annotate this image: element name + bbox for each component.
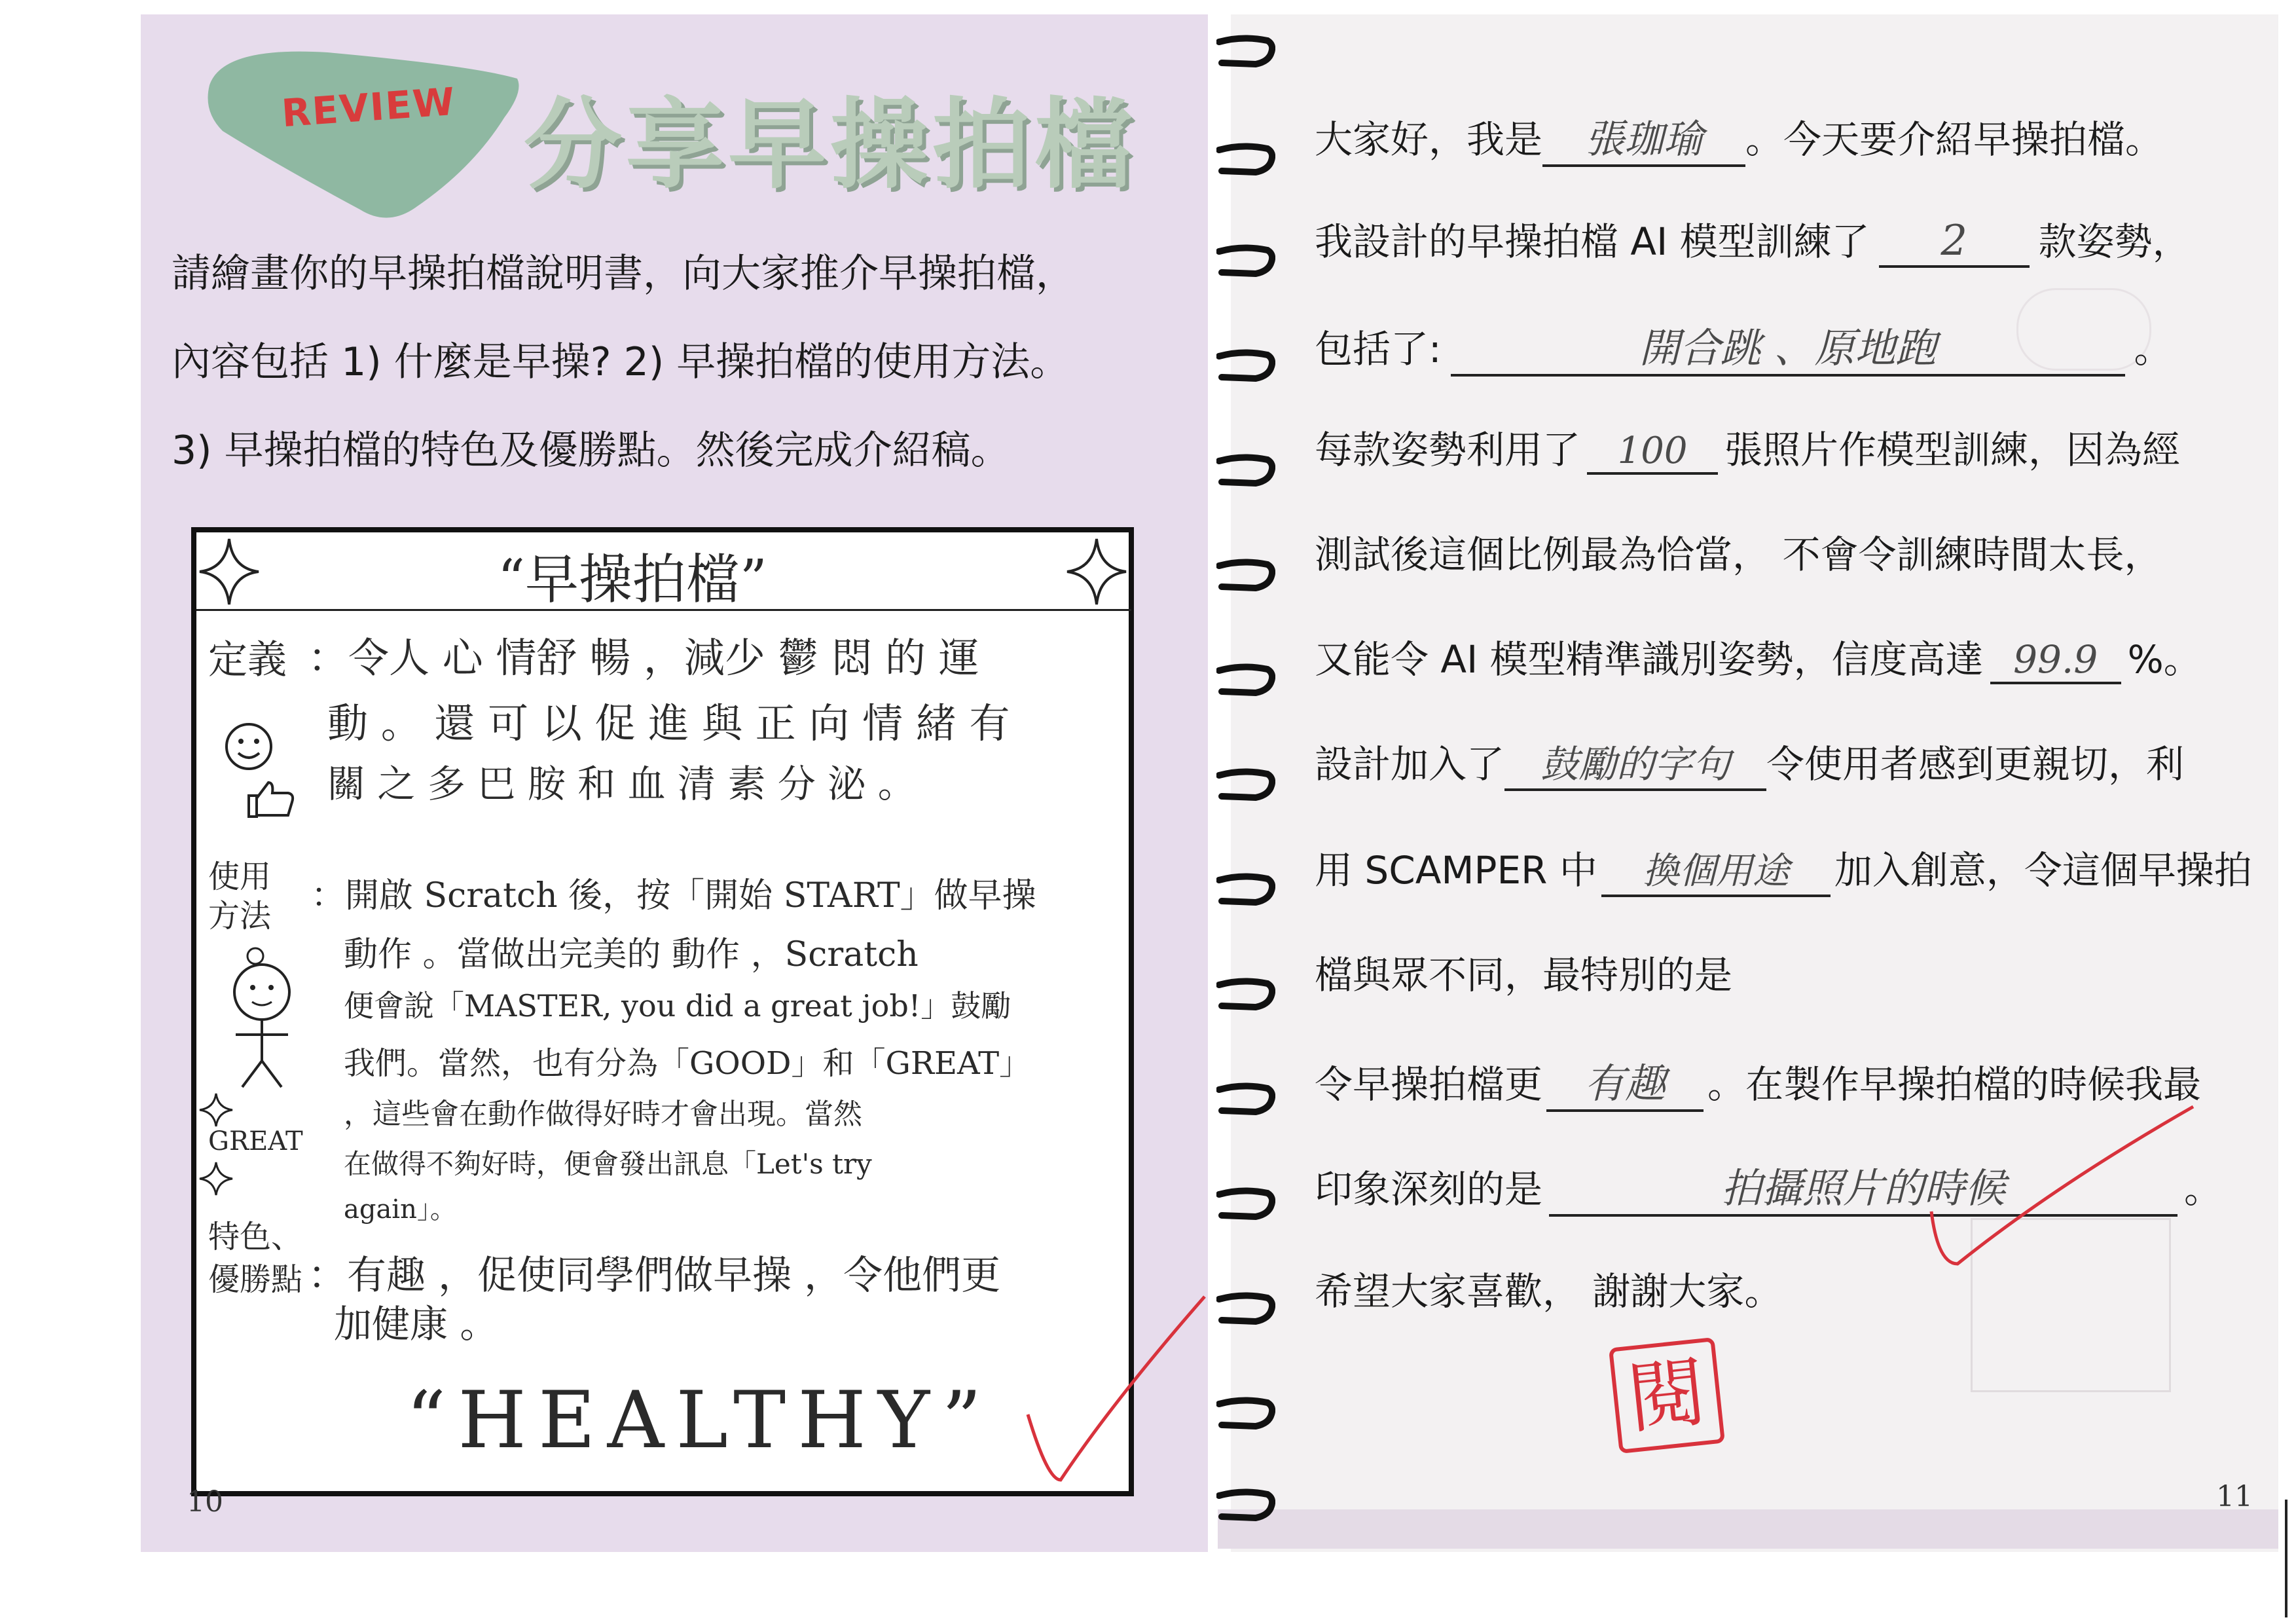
smiley-face-icon — [223, 720, 275, 773]
card-title: “早操拍檔” — [498, 549, 767, 611]
binding-ring — [1216, 1290, 1275, 1328]
feature-line-1: ：有趣 ，促使同學們做早操 ，令他們更 — [308, 1253, 1001, 1299]
usage-line-2: 動作 。當做出完美的 動作 ，Scratch — [344, 935, 919, 974]
sparkle-icon — [1064, 536, 1129, 608]
speech-line-6: 又能令 AI 模型精準識別姿勢，信度高達 99.9 %。 — [1315, 629, 2202, 684]
review-badge-shape — [196, 39, 537, 236]
teacher-check-mark — [1008, 1283, 1218, 1500]
card-footer-word: “HEALTHY” — [406, 1375, 994, 1466]
usage-line-6: 在做得不夠好時，便會發出訊息「Let's try — [344, 1148, 872, 1180]
usage-label-1: 使用 — [208, 858, 272, 895]
binding-ring — [1216, 141, 1275, 179]
pose-count-blank: 2 — [1879, 217, 2030, 268]
page-edge-line — [2285, 1500, 2287, 1617]
definition-line-2: 動 。 還 可 以 促 進 與 正 向 情 緒 有 — [327, 699, 1010, 747]
usage-line-4: 我們。當然，也有分為「GOOD」和「GREAT」 — [344, 1045, 1031, 1082]
binding-ring — [1216, 1486, 1275, 1524]
sparkle-icon — [196, 536, 262, 608]
speech-line-2: 我設計的早操拍檔 AI 模型訓練了 2 款姿勢， — [1315, 211, 2191, 268]
speech-line-10: 令早操拍檔更 有趣 。在製作早操拍檔的時候我最 — [1315, 1051, 2201, 1112]
sparkle-icon — [196, 1090, 236, 1130]
binding-ring — [1216, 452, 1275, 490]
definition-line-1: ：令人 心 情舒 暢 ，減少 鬱 悶 的 運 — [308, 634, 979, 682]
binding-ring — [1216, 871, 1275, 909]
binding-ring — [1216, 242, 1275, 280]
review-badge-label: REVIEW — [280, 79, 458, 136]
instruction-line-1: 請繪畫你的早操拍檔說明書，向大家推介早操拍檔， — [172, 251, 1075, 297]
poses-blank: 開合跳 、原地跑 — [1451, 316, 2125, 377]
feature-label-2: 優勝點 — [208, 1261, 303, 1298]
page-number-left: 10 — [187, 1485, 223, 1519]
binding-ring — [1216, 766, 1275, 804]
speech-line-11: 印象深刻的是 拍攝照片的時候 。 — [1315, 1156, 2222, 1217]
binding-ring — [1216, 1080, 1275, 1118]
instruction-line-2: 內容包括 1) 什麼是早操? 2) 早操拍檔的使用方法。 — [172, 339, 1070, 385]
speech-line-1: 大家好，我是 張珈瑜 。今天要介紹早操拍檔。 — [1315, 108, 2163, 167]
sparkle-icon — [196, 1159, 236, 1198]
binding-ring — [1216, 661, 1275, 699]
binding-ring — [1216, 347, 1275, 385]
photo-count-blank: 100 — [1587, 430, 1718, 475]
usage-label-2: 方法 — [208, 898, 272, 934]
instruction-line-3: 3) 早操拍檔的特色及優勝點。然後完成介紹稿。 — [172, 428, 1010, 473]
teacher-check-mark — [1912, 1087, 2213, 1283]
speech-line-8: 用 SCAMPER 中 換個用途 加入創意，令這個早操拍 — [1315, 840, 2252, 897]
usage-line-3: 便會說「MASTER, you did a great job!」鼓勵 — [344, 988, 1011, 1024]
feature-label-1: 特色、 — [208, 1219, 303, 1255]
page-title: 分享早操拍檔 — [524, 88, 1137, 202]
feature-blank: 鼓勵的字句 — [1504, 733, 1766, 791]
speech-line-12: 希望大家喜歡， 謝謝大家。 — [1315, 1269, 1783, 1314]
usage-line-1: ：開啟 Scratch 後，按「開始 START」做早操 — [311, 876, 1036, 915]
speech-line-7: 設計加入了 鼓勵的字句 令使用者感到更親切，利 — [1315, 733, 2184, 791]
speech-line-3: 包括了: 開合跳 、原地跑 。 — [1315, 316, 2172, 377]
binding-ring — [1216, 557, 1275, 595]
memory-blank: 拍攝照片的時候 — [1549, 1156, 2178, 1217]
scamper-blank: 換個用途 — [1601, 842, 1831, 897]
special-blank: 有趣 — [1546, 1051, 1704, 1112]
binding-ring — [1216, 1395, 1275, 1433]
definition-line-3: 關 之 多 巴 胺 和 血 清 素 分 泌 。 — [327, 762, 916, 806]
feature-line-2: 加健康 。 — [334, 1302, 498, 1346]
confidence-blank: 99.9 — [1990, 637, 2121, 684]
binding-ring — [1216, 976, 1275, 1014]
stick-figure-icon — [216, 943, 308, 1094]
thumbs-up-icon — [242, 776, 301, 822]
speech-line-4: 每款姿勢利用了 100 張照片作模型訓練，因為經 — [1315, 419, 2180, 475]
speech-line-5: 測試後這個比例最為恰當， 不會令訓練時間太長， — [1315, 532, 2162, 577]
page-number-right: 11 — [2216, 1480, 2253, 1513]
great-label: GREAT — [208, 1126, 303, 1156]
binding-ring — [1216, 33, 1275, 71]
speech-line-9: 檔與眾不同，最特別的是 — [1315, 953, 1733, 997]
usage-line-5: ，這些會在動作做得好時才會出現。當然 — [344, 1098, 862, 1131]
page-bottom-strip — [1218, 1509, 2278, 1549]
usage-line-7: again」。 — [344, 1194, 456, 1225]
name-blank: 張珈瑜 — [1542, 108, 1745, 167]
definition-label: 定義 — [208, 637, 287, 683]
teacher-read-stamp: 閱 — [1609, 1337, 1725, 1454]
binding-ring — [1216, 1185, 1275, 1223]
